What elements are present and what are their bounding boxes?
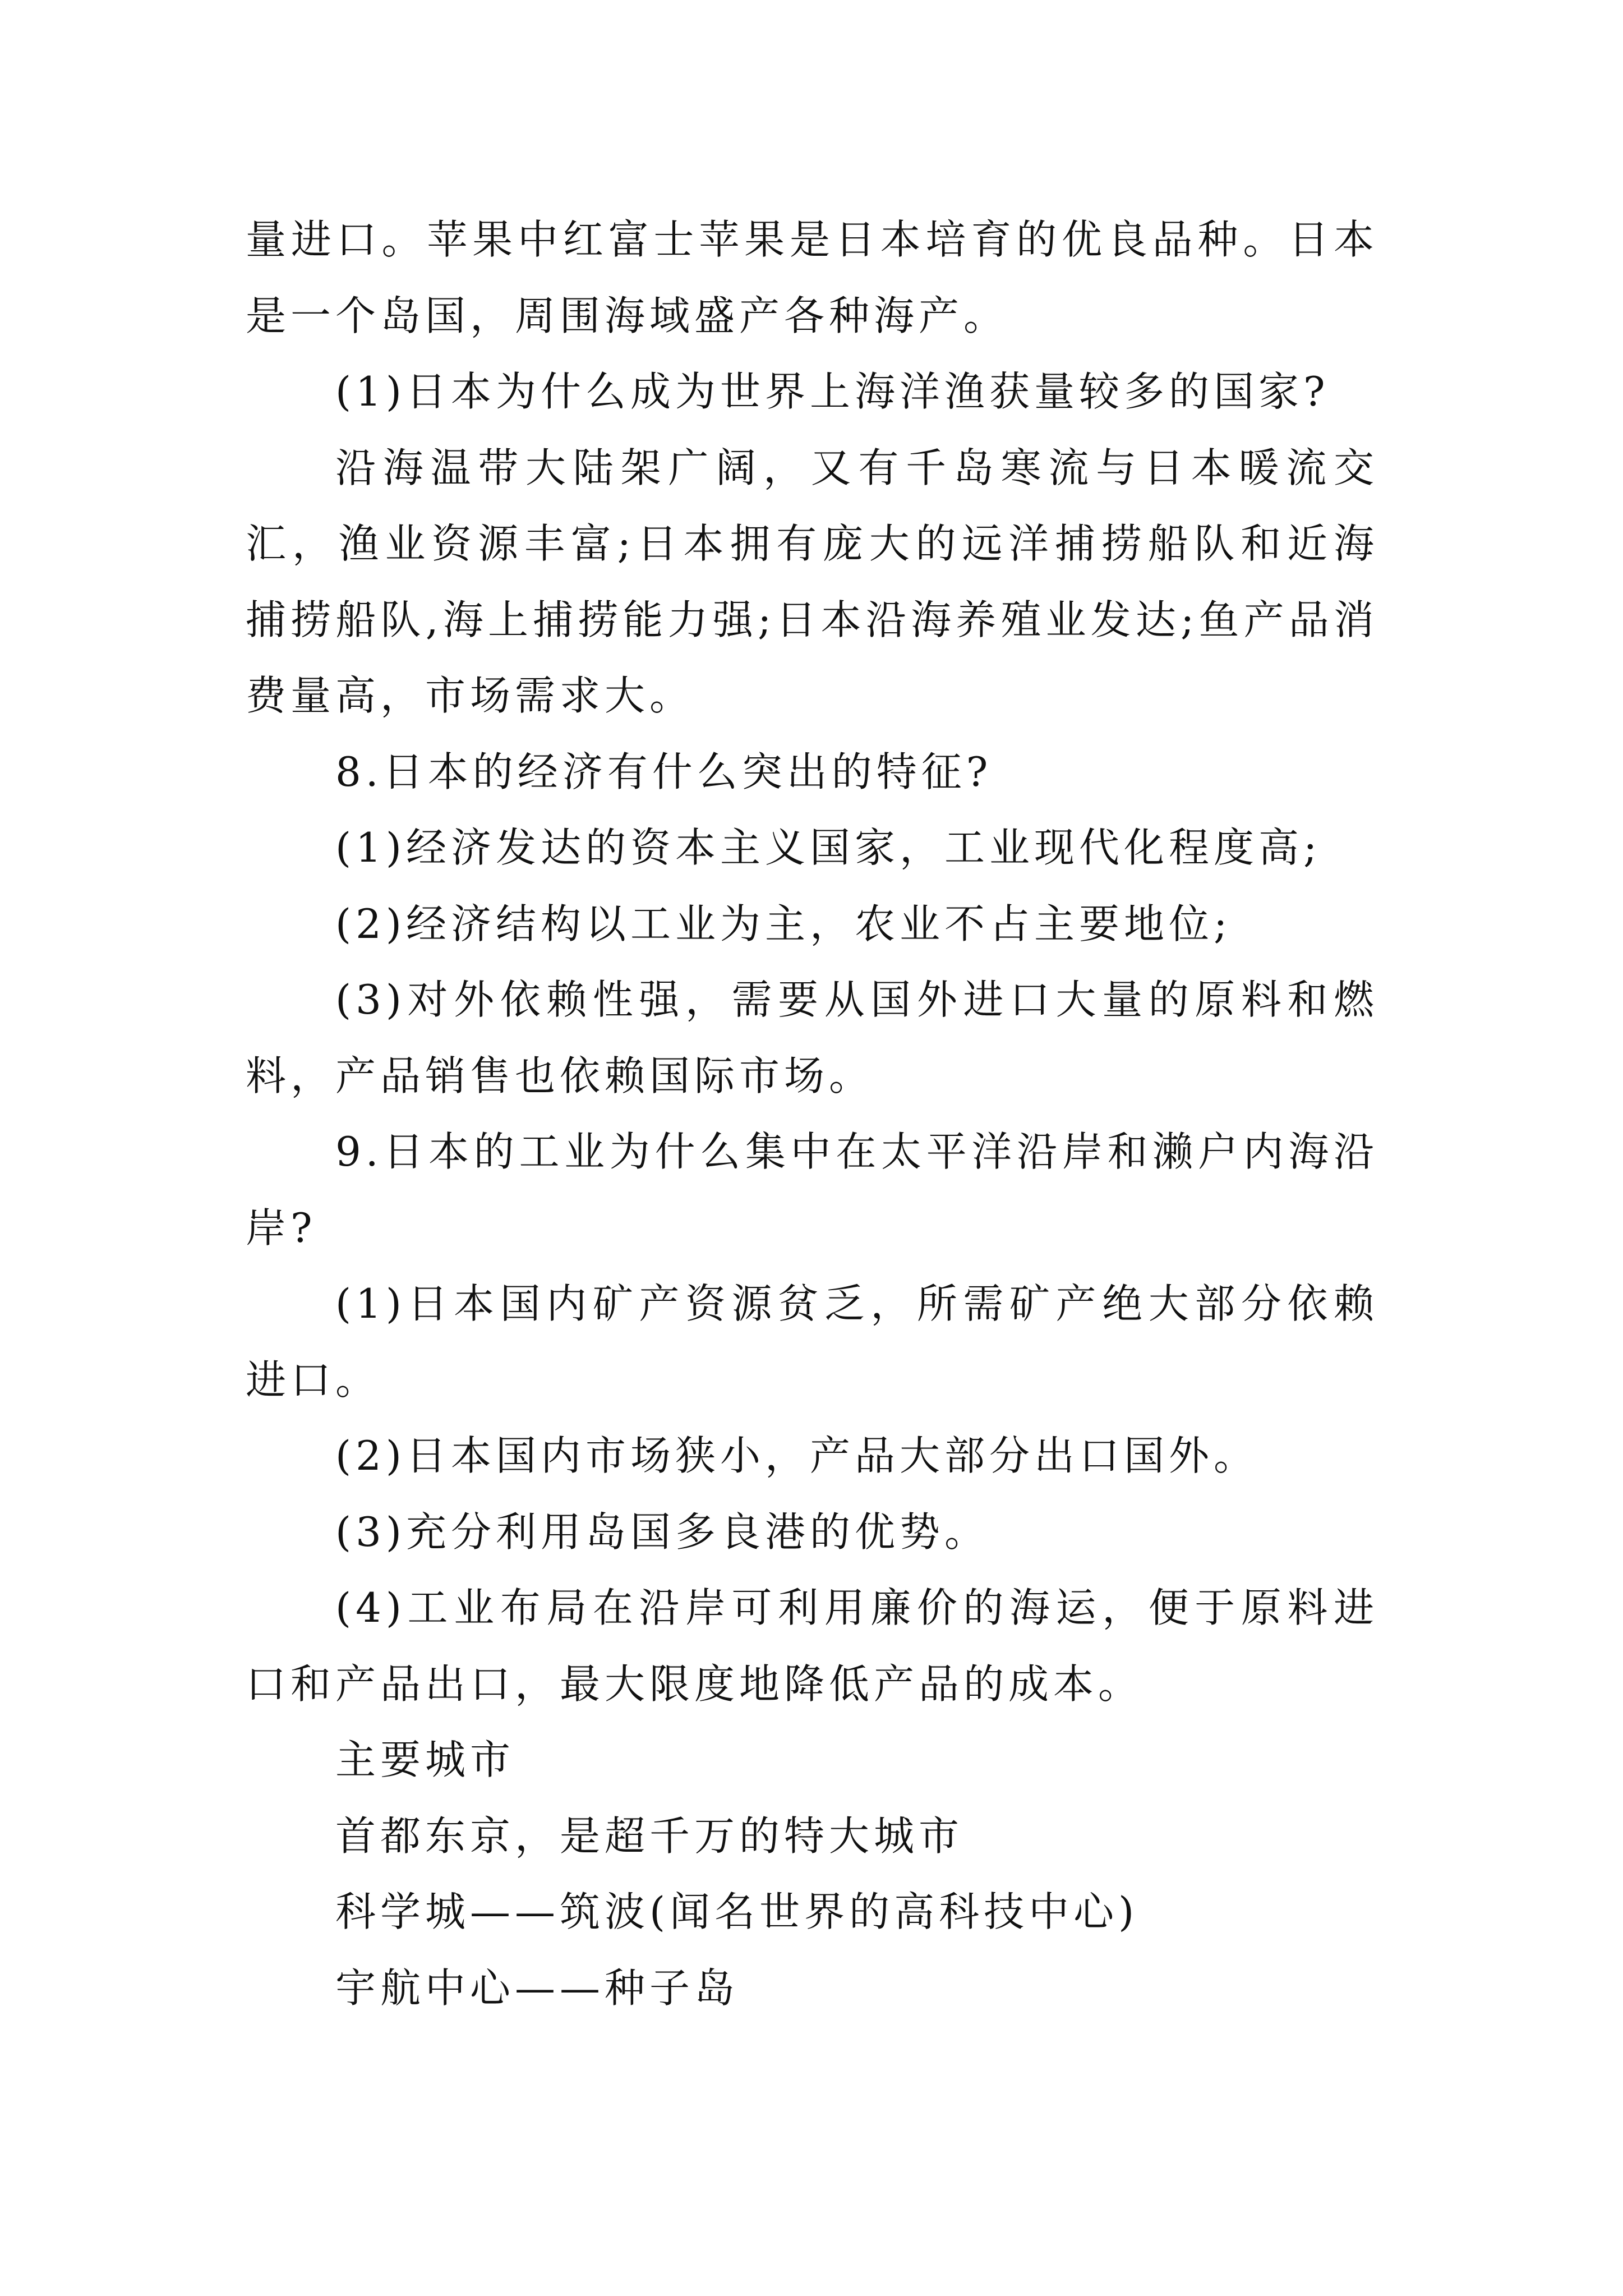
city-tsukuba: 科学城——筑波(闻名世界的高科技中心) xyxy=(335,1888,1139,1935)
section-heading-cities: 主要城市 xyxy=(335,1736,515,1783)
answer-9-point-3: (3)充分利用岛国多良港的优势。 xyxy=(335,1508,989,1556)
answer-8-point-3: (3)对外依赖性强，需要从国外进口大量的原料和燃料，产品销售也依赖国际市场。 xyxy=(246,976,1378,1099)
paragraph-intro-continuation: 量进口。苹果中红富士苹果是日本培育的优良品种。日本是一个岛国，周围海域盛产各种海产。 xyxy=(246,216,1378,339)
answer-fishing: 沿海温带大陆架广阔，又有千岛寒流与日本暖流交汇，渔业资源丰富;日本拥有庞大的远洋捕捞船队和近海捕捞船队,海上捕捞能力强;日本沿海养殖业发达;鱼产品消费量高，市场需求大。 xyxy=(246,444,1378,719)
question-9-industry: 9.日本的工业为什么集中在太平洋沿岸和濑户内海沿岸? xyxy=(246,1128,1378,1251)
question-fishing: (1)日本为什么成为世界上海洋渔获量较多的国家? xyxy=(335,368,1330,415)
answer-9-point-1: (1)日本国内矿产资源贫乏，所需矿产绝大部分依赖进口。 xyxy=(246,1280,1378,1404)
body-text xyxy=(246,202,1378,2026)
answer-8-point-1: (1)经济发达的资本主义国家，工业现代化程度高; xyxy=(335,824,1322,871)
city-tanegashima: 宇航中心——种子岛 xyxy=(335,1964,740,2012)
answer-9-point-4: (4)工业布局在沿岸可利用廉价的海运，便于原料进口和产品出口，最大限度地降低产品的成本。 xyxy=(246,1584,1378,1708)
question-8-economy: 8.日本的经济有什么突出的特征? xyxy=(335,748,993,795)
answer-9-point-2: (2)日本国内市场狭小，产品大部分出口国外。 xyxy=(335,1432,1258,1479)
answer-8-point-2: (2)经济结构以工业为主，农业不占主要地位; xyxy=(335,900,1232,947)
city-tokyo: 首都东京，是超千万的特大城市 xyxy=(335,1812,964,1860)
